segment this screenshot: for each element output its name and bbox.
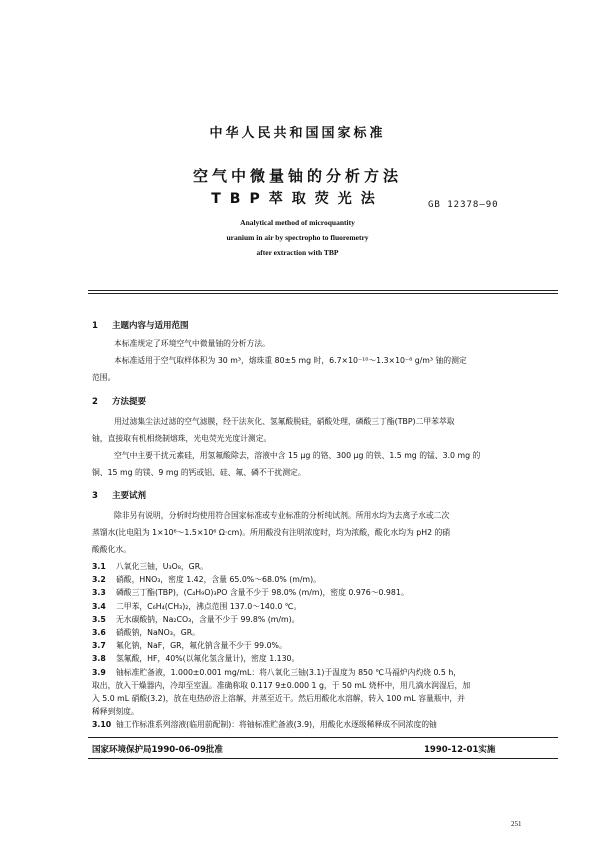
list-item xyxy=(92,640,287,651)
header-rule-bottom xyxy=(88,293,558,294)
english-title-line1: Analytical method of microquantity xyxy=(240,218,355,227)
section-number: 3 xyxy=(92,491,98,501)
paragraph: 铜、15 mg 的镁、9 mg 的钙或铝、硅、氟、磷不干扰测定。 xyxy=(92,468,306,477)
document-title-line1: 空气中微量铀的分析方法 xyxy=(192,167,402,185)
gb-code: GB 12378—90 xyxy=(428,200,499,210)
item-number: 3.10 xyxy=(92,720,112,730)
document-title-line2: TBP萃取荧光法 xyxy=(211,191,384,207)
list-item xyxy=(92,627,200,638)
section-heading xyxy=(92,489,146,501)
paragraph: 蒸馏水(比电阻为 1×10⁶～1.5×10⁶ Ω·cm)。所用酸没有注明浓度时，均为浓酸，酸化水均为 pH2 的硝 xyxy=(92,528,451,537)
list-item xyxy=(92,574,321,585)
section-number: 2 xyxy=(92,397,98,407)
english-title-line3: after extraction with TBP xyxy=(256,248,339,257)
item-text: 硝酸钠，NaNO₃，GR。 xyxy=(116,628,200,637)
list-item xyxy=(92,719,437,730)
item-text: 铀工作标准系列溶液(临用前配制)：将铀标准贮备液(3.9)，用酸化水逐级稀释成不同浓度的铀 xyxy=(116,720,437,730)
page-number: 251 xyxy=(511,820,522,828)
list-item xyxy=(92,653,299,664)
item-text: 氟化钠，NaF，GR，氟化钠含量不少于 99.0%。 xyxy=(116,641,287,651)
list-item xyxy=(92,561,208,572)
section-heading xyxy=(92,319,189,331)
item-text: 氢氟酸，HF，40%(以氟化氢含量计)，密度 1.130。 xyxy=(116,654,300,664)
section-heading xyxy=(92,395,146,407)
list-item-continuation xyxy=(92,693,465,704)
footer-approval: 国家环境保护局1990-06-09批准 xyxy=(92,744,223,755)
item-text: 铀标准贮备液，1.000±0.001 mg/mL：将八氧化三铀(3.1)于温度为 850 ℃马福炉内灼烧 0.5 h， xyxy=(116,667,462,677)
item-number: 3.4 xyxy=(92,601,106,611)
item-number: 3.6 xyxy=(92,628,106,637)
item-number: 3.1 xyxy=(92,562,106,571)
list-item xyxy=(92,667,461,678)
item-text: 入 5.0 mL 硝酸(3.2)，放在电热砂浴上溶解，并蒸至近干。然后用酸化水溶解，转入 100 mL 容量瓶中，并 xyxy=(92,694,465,703)
item-number: 3.9 xyxy=(92,667,106,677)
item-text: 八氧化三铀，U₃O₈，GR。 xyxy=(116,562,208,571)
item-number: 3.2 xyxy=(92,575,106,585)
header-rule-top xyxy=(88,290,558,291)
item-number: 3.3 xyxy=(92,588,106,598)
footer-rule xyxy=(88,737,558,738)
section-number: 1 xyxy=(92,321,98,331)
item-text: 无水碳酸钠，Na₂CO₃，含量不少于 99.8% (m/m)。 xyxy=(116,614,300,624)
list-item-continuation xyxy=(92,680,470,691)
paragraph: 铀，直接取有机相烧制熔珠，光电荧光光度计测定。 xyxy=(92,434,272,443)
paragraph: 酸酸化水。 xyxy=(92,545,131,554)
item-number: 3.5 xyxy=(92,614,106,624)
item-text: 二甲苯，C₆H₄(CH₃)₂，沸点范围 137.0～140.0 ℃。 xyxy=(116,601,302,611)
footer-implementation: 1990-12-01实施 xyxy=(424,744,496,755)
paragraph: 本标准适用于空气取样体积为 30 m³，熔珠重 80±5 mg 时，6.7×10⁻¹⁰～1.3×10⁻⁸ g/m³ 铀的测定 xyxy=(114,356,467,365)
paragraph: 范围。 xyxy=(92,373,116,382)
paragraph: 本标准规定了环境空气中微量铀的分析方法。 xyxy=(114,339,270,348)
item-text: 磷酸三丁酯(TBP)，(C₄H₉O)₃PO 含量不少于 98.0% (m/m)，密度 0.976～0.981。 xyxy=(116,588,409,598)
footer-rule-bottom xyxy=(88,758,558,759)
section-title: 方法提要 xyxy=(112,397,147,407)
english-title-line2: uranium in air by spectropho to fluoremetry xyxy=(226,233,369,242)
item-text: 取出，放入干燥器内，冷却至室温。准确称取 0.117 9±0.000 1 g，于 50 mL 烧杯中，用几滴水润湿后，加 xyxy=(92,680,471,690)
item-text: 稀释到刻度。 xyxy=(92,707,139,717)
paragraph: 空气中主要干扰元素硅，用氢氟酸除去，溶液中含 15 μg 的铬、300 μg 的铁、1.5 mg 的锰、3.0 mg 的 xyxy=(114,451,481,460)
list-item-continuation xyxy=(92,706,139,717)
list-item xyxy=(92,601,301,612)
section-title: 主要试剂 xyxy=(112,491,147,501)
item-number: 3.7 xyxy=(92,641,106,651)
list-item xyxy=(92,587,409,598)
section-title: 主题内容与适用范围 xyxy=(112,321,189,331)
list-item xyxy=(92,614,299,625)
paragraph: 用过滤集尘法过滤的空气滤膜，经干法灰化、氢氟酸脱硅，硝酸处理，磷酸三丁酯(TBP)二甲苯萃取 xyxy=(114,417,455,426)
paragraph: 除非另有说明，分析时均使用符合国家标准或专业标准的分析纯试剂。所用水均为去离子水或二次 xyxy=(114,511,450,520)
item-number: 3.8 xyxy=(92,654,106,664)
standard-header-title: 中华人民共和国国家标准 xyxy=(209,126,386,141)
item-text: 硝酸，HNO₃，密度 1.42，含量 65.0%～68.0% (m/m)。 xyxy=(116,575,321,585)
